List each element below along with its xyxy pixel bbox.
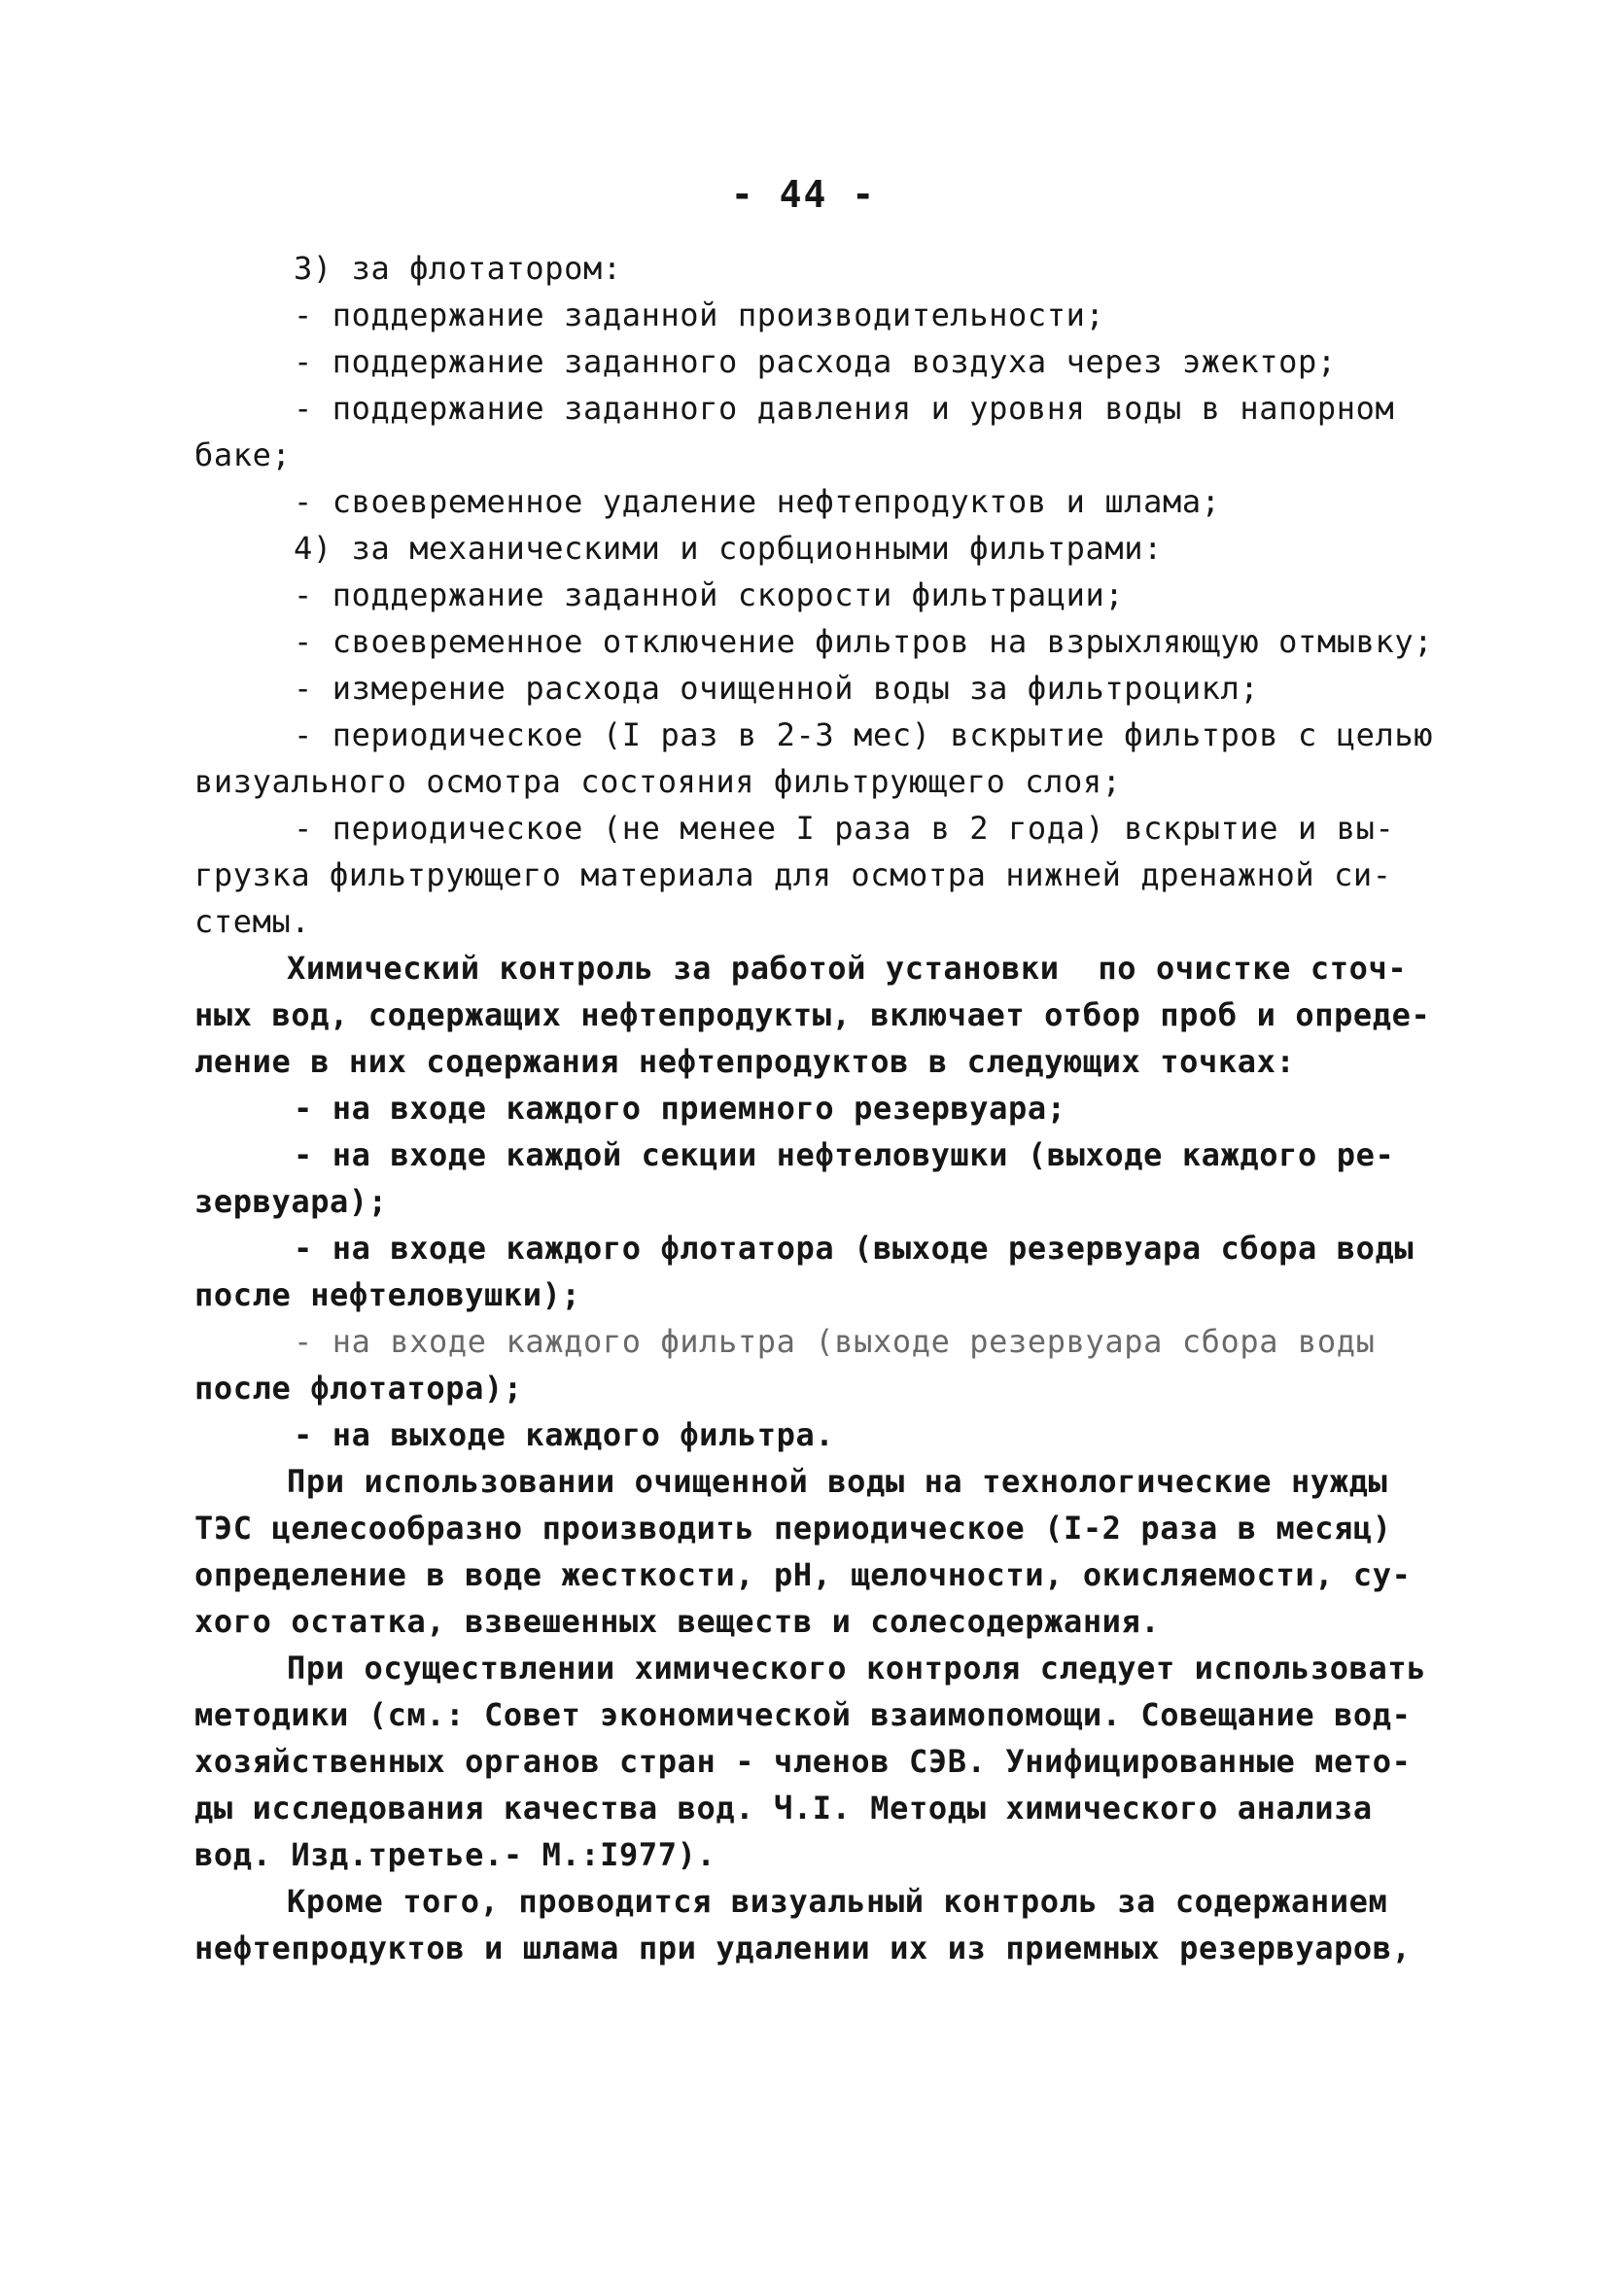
text-line: вод. Изд.третье.- М.:I977). xyxy=(194,1836,716,1873)
text-line: Кроме того, проводится визуальный контроль за содержанием xyxy=(287,1883,1388,1920)
text-line: - на входе каждого приемного резервуара; xyxy=(294,1090,1066,1127)
text-line: 3) за флотатором: xyxy=(294,250,622,287)
document-body xyxy=(194,245,1458,1971)
text-line: нефтепродуктов и шлама при удалении их из приемных резервуаров, xyxy=(194,1930,1412,1966)
text-line: ных вод, содержащих нефтепродукты, включает отбор проб и опреде- xyxy=(194,996,1431,1033)
text-line: - периодическое (I раз в 2-3 мес) вскрытие фильтров с целью xyxy=(294,716,1434,753)
text-line: ТЭС целесообразно производить периодическое (I-2 раза в месяц) xyxy=(194,1510,1392,1547)
text-line: - на входе каждого фильтра (выходе резервуара сбора воды xyxy=(294,1323,1376,1360)
text-line: ление в них содержания нефтепродуктов в следующих точках: xyxy=(194,1043,1296,1080)
text-line: При использовании очищенной воды на технологические нужды xyxy=(287,1463,1388,1500)
text-line: хого остатка, взвешенных веществ и солесодержания. xyxy=(194,1603,1161,1640)
text-line: методики (см.: Совет экономической взаимопомощи. Совещание вод- xyxy=(194,1696,1412,1733)
text-line: после нефтеловушки); xyxy=(194,1276,581,1313)
text-line: хозяйственных органов стран - членов СЭВ. Унифицированные мето- xyxy=(194,1743,1412,1780)
text-line: определение в воде жесткости, pH, щелочности, окисляемости, су- xyxy=(194,1556,1412,1593)
text-line: - на выходе каждого фильтра. xyxy=(294,1416,835,1453)
text-line: - поддержание заданного давления и уровня воды в напорном xyxy=(294,390,1395,427)
text-line: ды исследования качества вод. Ч.I. Методы химического анализа xyxy=(194,1790,1373,1826)
text-line: баке; xyxy=(194,436,292,473)
text-line: стемы. xyxy=(194,903,311,940)
text-line: - поддержание заданной скорости фильтрации; xyxy=(294,576,1125,613)
page-number: - 44 - xyxy=(730,173,877,216)
text-line: - поддержание заданной производительности; xyxy=(294,296,1105,333)
text-line: - своевременное удаление нефтепродуктов и шлама; xyxy=(294,483,1221,520)
text-line: - на входе каждого флотатора (выходе резервуара сбора воды xyxy=(294,1230,1415,1267)
text-line: Химический контроль за работой установки по очистке сточ- xyxy=(287,950,1408,987)
text-line: - измерение расхода очищенной воды за фильтроцикл; xyxy=(294,670,1260,707)
text-line: - на входе каждой секции нефтеловушки (выходе каждого ре- xyxy=(294,1136,1395,1173)
text-line: При осуществлении химического контроля следует использовать xyxy=(287,1650,1427,1687)
text-line: зервуара); xyxy=(194,1183,388,1220)
text-line: - поддержание заданного расхода воздуха через эжектор; xyxy=(294,343,1337,380)
text-line: грузка фильтрующего материала для осмотра нижней дренажной си- xyxy=(194,856,1392,893)
text-line: - периодическое (не менее I раза в 2 года) вскрытие и вы- xyxy=(294,810,1395,847)
text-line: - своевременное отключение фильтров на взрыхляющую отмывку; xyxy=(294,623,1434,660)
text-line: визуального осмотра состояния фильтрующего слоя; xyxy=(194,763,1122,800)
text-line: после флотатора); xyxy=(194,1370,523,1407)
text-line: 4) за механическими и сорбционными фильтрами: xyxy=(294,530,1163,567)
